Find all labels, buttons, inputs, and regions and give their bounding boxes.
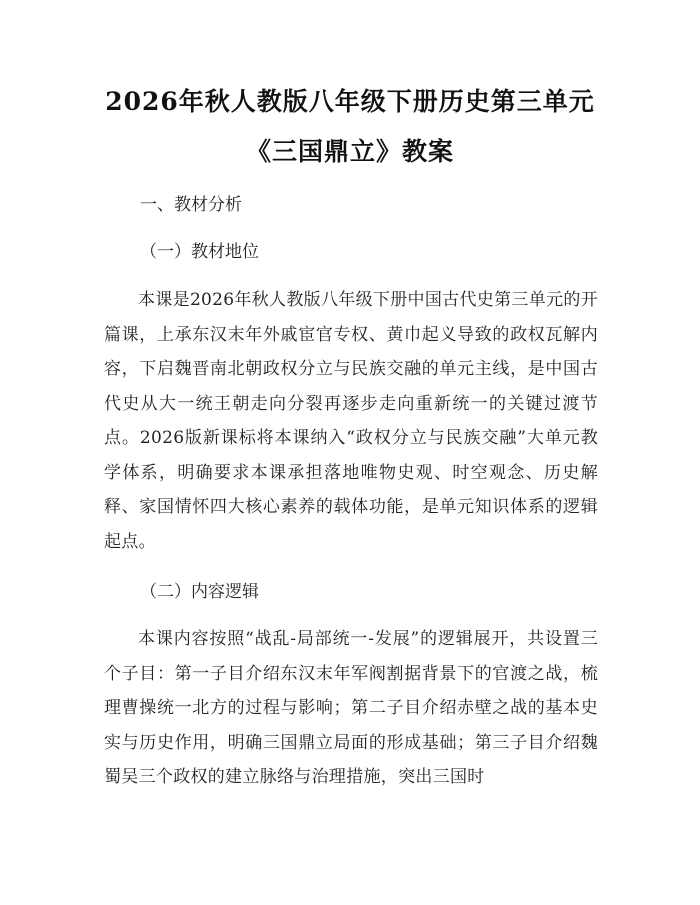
document-title-line-2: 《三国鼎立》教案 bbox=[245, 137, 454, 166]
subsection-heading-material-status: （一）教材地位 bbox=[140, 242, 259, 262]
section-heading-teaching-material-analysis: 一、教材分析 bbox=[140, 195, 242, 215]
subsection-heading-content-logic: （二）内容逻辑 bbox=[140, 582, 259, 602]
paragraph-content-logic: 本课内容按照“战乱-局部统一-发展”的逻辑展开，共设置三个子目：第一子目介绍东汉末年军阀割据背景下的官渡之战，梳理曹操统一北方的过程与影响；第二子目介绍赤壁之战的基本史实与历史作用，明确三国鼎立局面的形成基础；第三子目介绍魏蜀吴三个政权的建立脉络与治理措施，突出三国时 bbox=[104, 629, 598, 787]
document-title-line-1: 2026年秋人教版八年级下册历史第三单元 bbox=[105, 87, 595, 116]
paragraph-material-status: 本课是2026年秋人教版八年级下册中国古代史第三单元的开篇课，上承东汉末年外戚宦官专权、黄巾起义导致的政权瓦解内容，下启魏晋南北朝政权分立与民族交融的单元主线，是中国古代史从大一统王朝走向分裂再逐步走向重新统一的关键过渡节点。2026版新课标将本课纳入“政权分立与民族交融”大单元教学体系，明确要求本课承担落地唯物史观、时空观念、历史解释、家国情怀四大核心素养的载体功能，是单元知识体系的逻辑起点。 bbox=[104, 290, 598, 552]
